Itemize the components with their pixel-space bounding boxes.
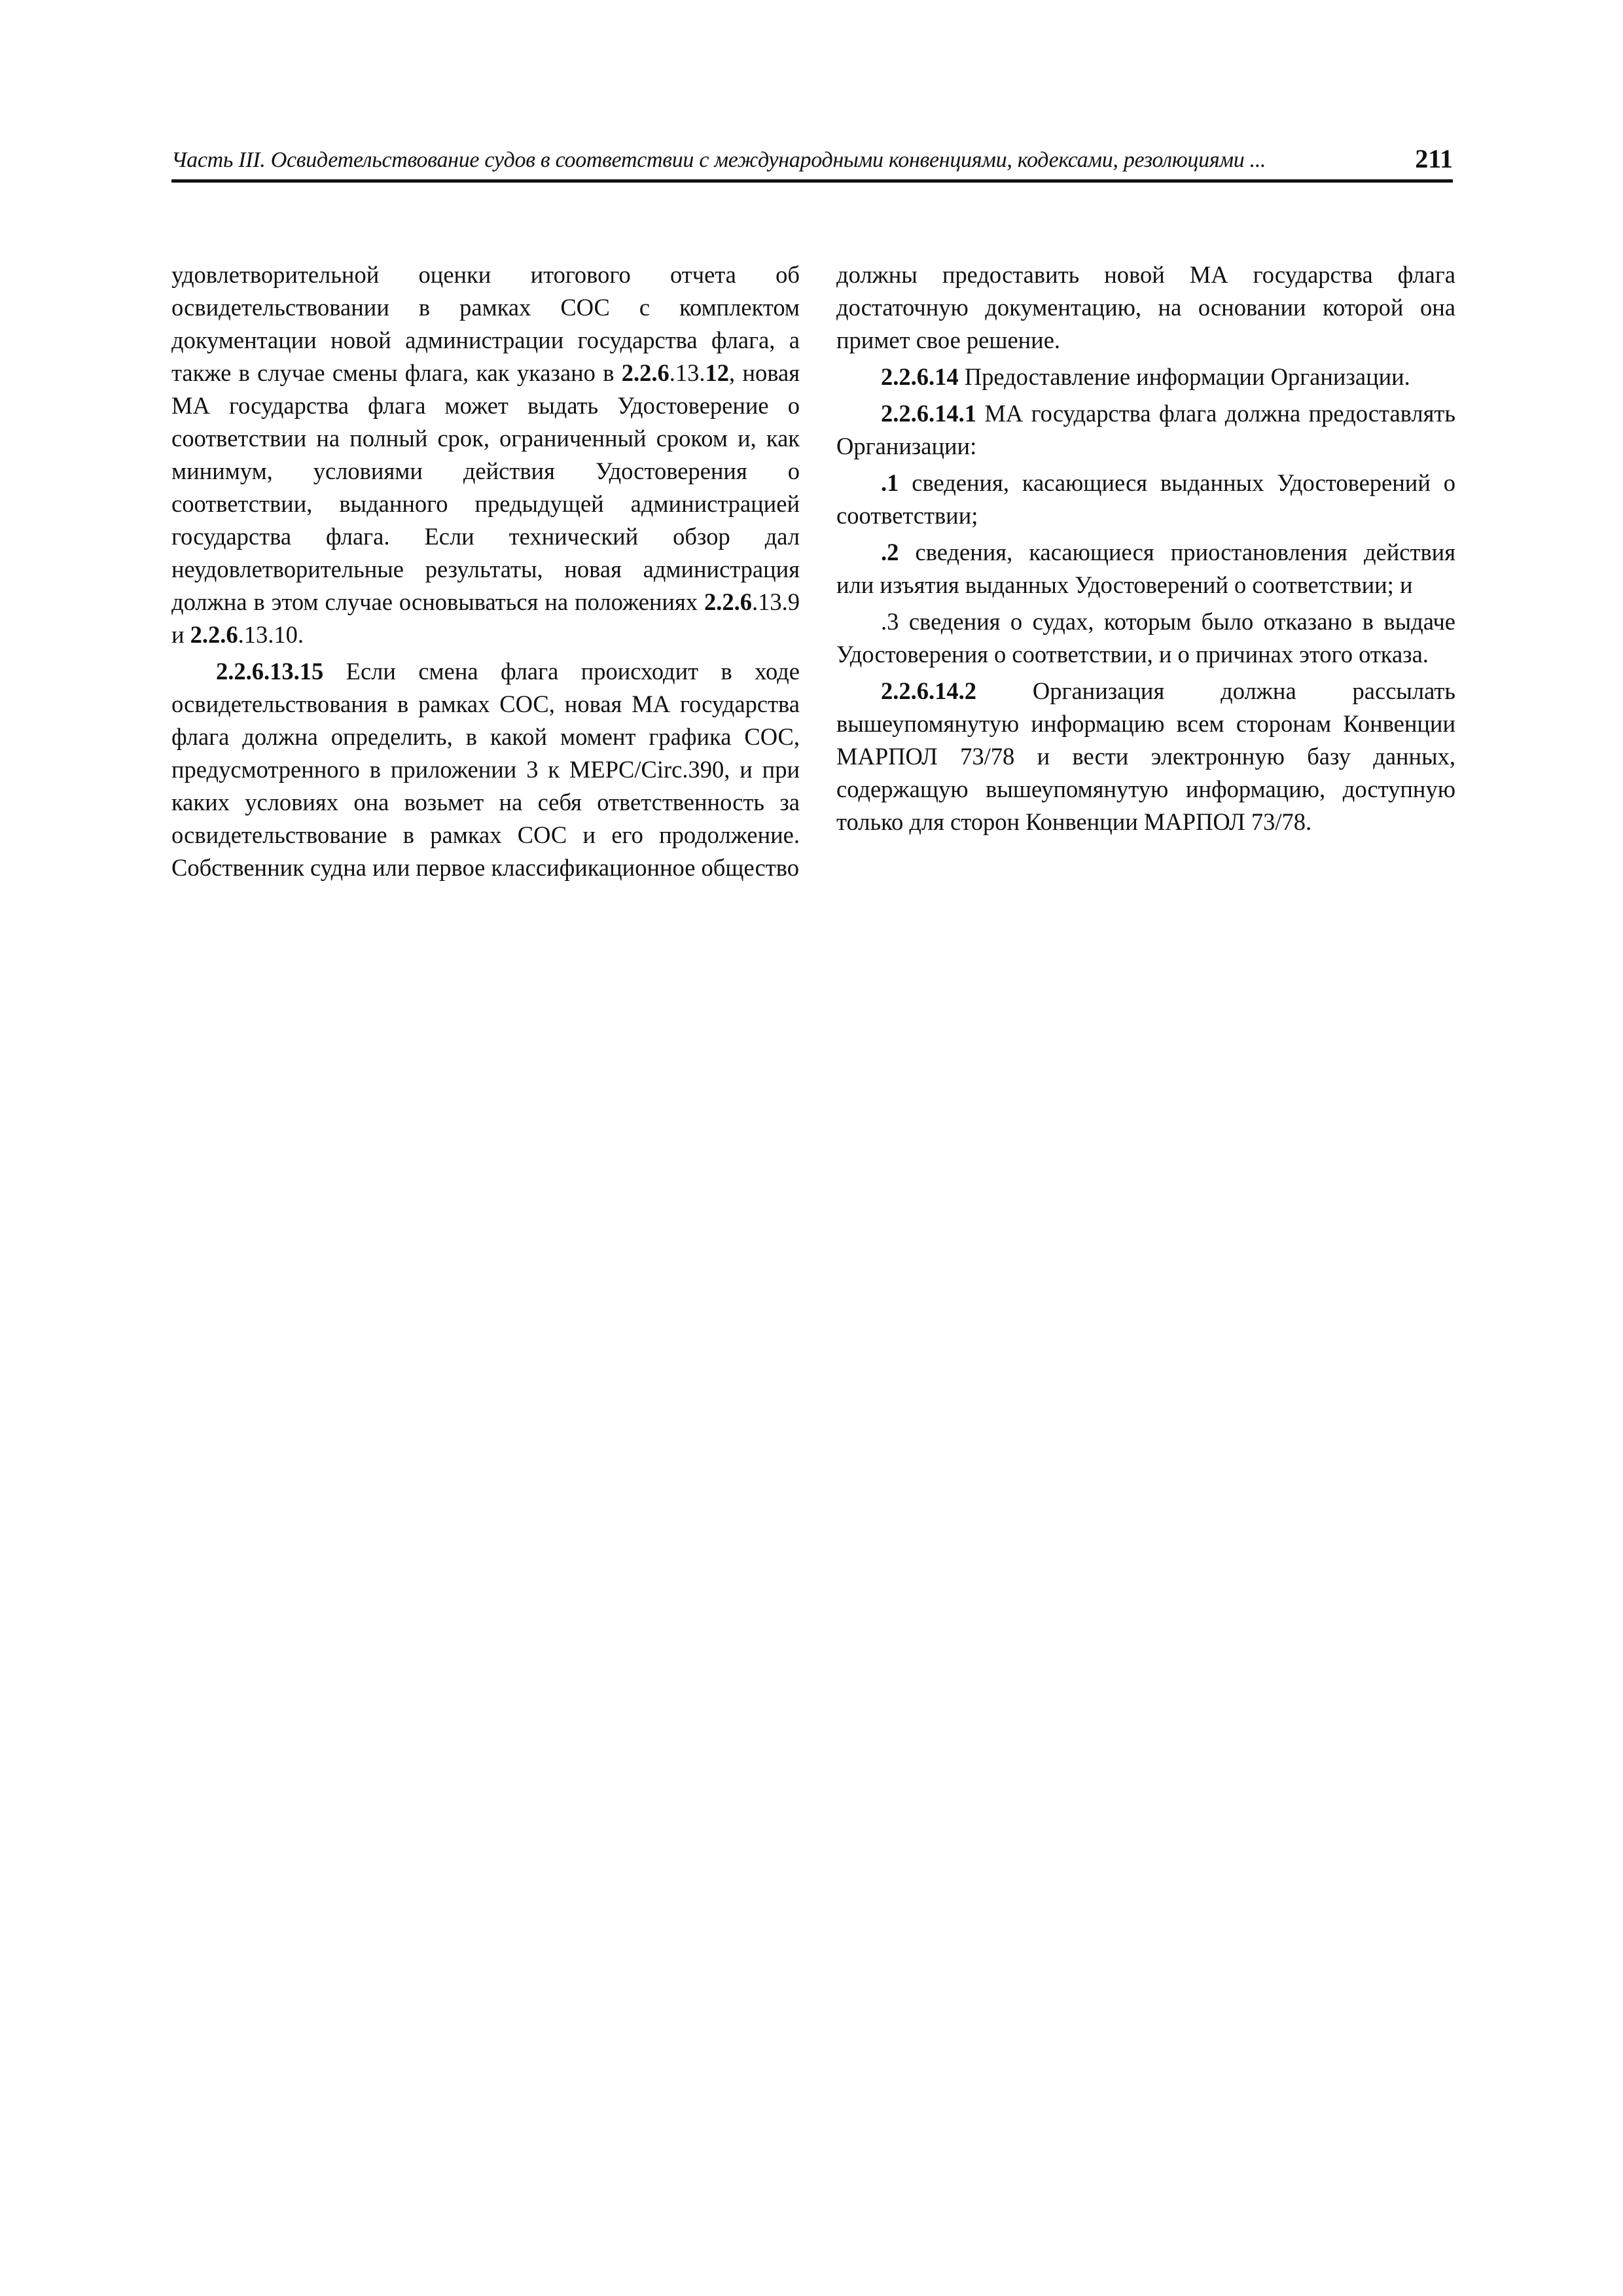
paragraph-text: Предоставление информации Организации. [958,363,1410,390]
paragraph-p4 [836,361,1455,393]
section-number: .2 [881,539,899,565]
paragraph-p1 [171,259,800,651]
paragraph-text: .3 сведения о судах, которым было отказано в выдаче Удостоверения о соответствии, и о причинах этого отказа. [836,608,1455,668]
page-number: 211 [1415,144,1453,173]
right-text-column [836,259,1455,842]
paragraph-p2 [171,655,800,884]
running-header-title: Часть III. Освидетельствование судов в соответствии с международными конвенциями, кодексами, резолюциями ... [171,148,1266,172]
section-number: 2.2.6.14.1 [881,400,976,427]
section-number: 12 [705,359,730,386]
section-number: 2.2.6 [621,359,669,386]
paragraph-p3 [836,259,1455,357]
paragraph-text: сведения, касающиеся выданных Удостоверений о соответствии; [836,469,1455,529]
section-number: 2.2.6.14.2 [881,677,976,704]
paragraph-text: удовлетворительной оценки итогового отчета об освидетельствовании в рамках СОС с комплектом документации новой администрации государства флага, а также в случае смены флага, как указано в [171,261,800,386]
paragraph-p7 [836,536,1455,601]
paragraph-text: .13.10. [238,621,304,648]
section-number: 2.2.6.14 [881,363,959,390]
paragraph-text: Если смена флага происходит в ходе освидетельствования в рамках СОС, новая МА государства флага должна определить, в какой момент графика СОС, предусмотренного в приложении 3 к MEPC/Circ.390, и при каких условиях она возьмет на себя ответственность за освидетельствование в рамках СОС и его продолжение. Собственник судна или первое классификационное общество [171,658,800,881]
section-number: 2.2.6.13.15 [216,658,324,685]
section-number: .1 [881,469,899,496]
left-text-column [171,259,800,888]
section-number: 2.2.6 [190,621,238,648]
paragraph-p8 [836,605,1455,671]
paragraph-text: .13. [669,359,705,386]
paragraph-text: , новая МА государства флага может выдать Удостоверение о соответствии на полный срок, ограниченный сроком и, как минимум, условиями действия Удостоверения о соответствии, выданного предыдущей администрацией государства флага. Если технический обзор дал неудовлетворительные результаты, новая администрация должна в этом случае основываться на положениях [171,359,800,615]
paragraph-p9 [836,675,1455,838]
paragraph-text: сведения, касающиеся приостановления действия или изъятия выданных Удостоверений о соответствии; и [836,539,1455,598]
paragraph-text: должны предоставить новой МА государства флага достаточную документацию, на основании которой она примет свое решение. [836,261,1455,353]
paragraph-p6 [836,467,1455,532]
section-number: 2.2.6 [704,588,752,615]
paragraph-text: МА государства флага должна предоставлять Организации: [836,400,1455,459]
paragraph-text: .13.9 и [171,588,800,648]
paragraph-text: Организация должна рассылать вышеупомянутую информацию всем сторонам Конвенции МАРПОЛ 73/78 и вести электронную базу данных, содержащую вышеупомянутую информацию, доступную только для сторон Конвенции МАРПОЛ 73/78. [836,677,1455,835]
paragraph-p5 [836,397,1455,463]
page-header [171,143,1453,183]
